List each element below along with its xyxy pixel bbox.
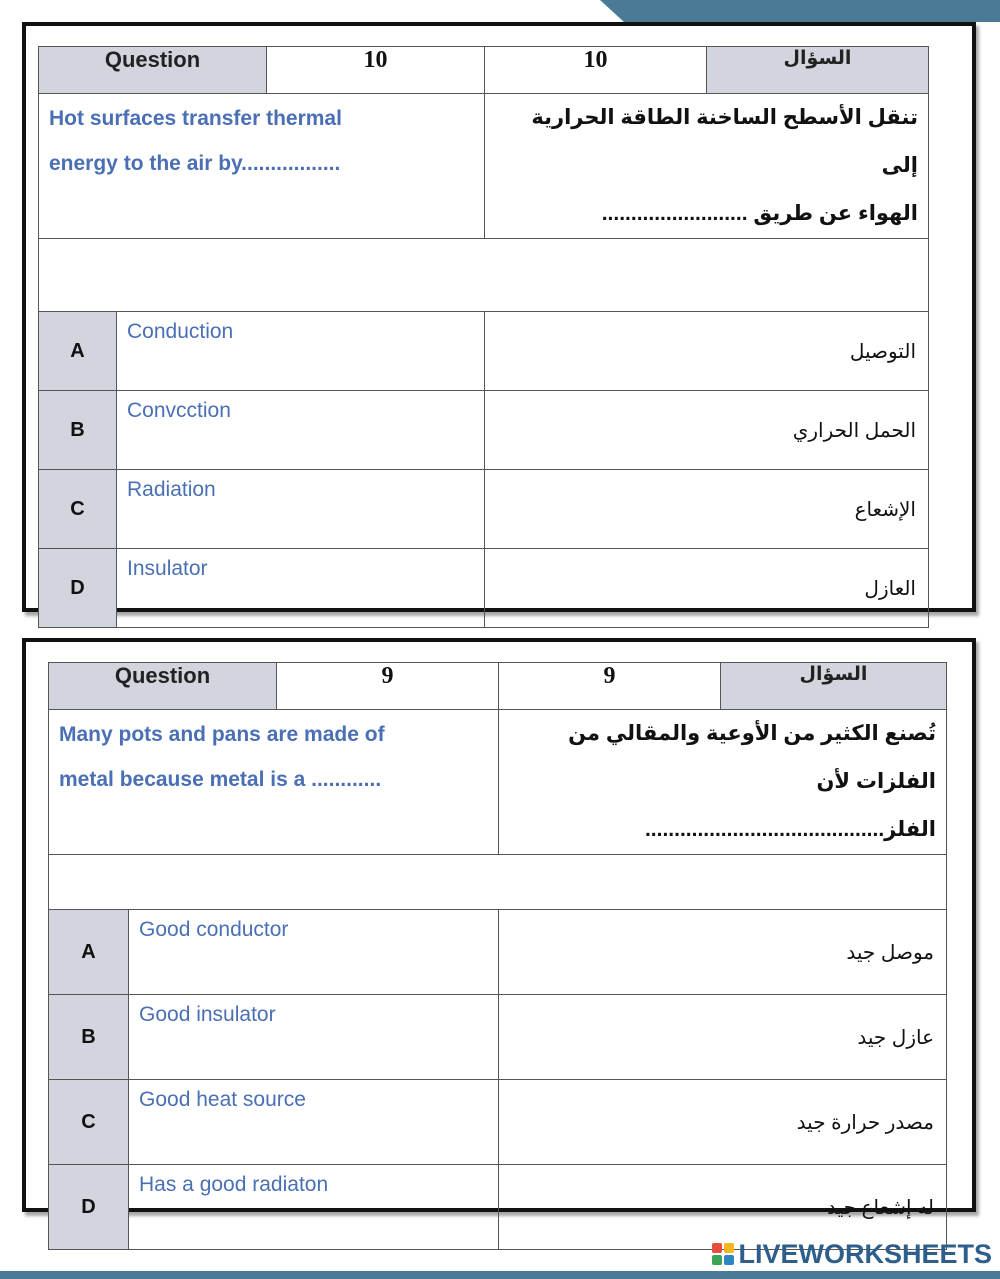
option-text-en[interactable]: Conduction xyxy=(117,312,485,391)
liveworksheets-logo xyxy=(712,1239,992,1269)
option-row-d[interactable] xyxy=(49,1165,947,1250)
question-prompt-row xyxy=(49,710,947,855)
option-row-c[interactable] xyxy=(49,1080,947,1165)
question-prompt-ar xyxy=(485,94,929,239)
question-header-row xyxy=(49,663,947,710)
question-blank-row xyxy=(49,855,947,910)
option-letter: A xyxy=(49,910,129,995)
question-label-ar: السؤال xyxy=(707,47,929,94)
option-text-ar[interactable]: التوصيل xyxy=(485,312,929,391)
option-text-ar[interactable]: عازل جيد xyxy=(499,995,947,1080)
question-prompt-ar xyxy=(499,710,947,855)
question-prompt-en xyxy=(49,710,499,855)
option-text-en[interactable]: Convcction xyxy=(117,391,485,470)
corner-accent-decoration xyxy=(600,0,1000,22)
question-blank-row xyxy=(39,239,929,312)
prompt-en-line: Many pots and pans are made of xyxy=(59,723,385,746)
question-card-10 xyxy=(22,22,976,612)
question-label-en: Question xyxy=(39,47,267,94)
logo-text: LIVEWORKSHEETS xyxy=(738,1238,992,1269)
question-number-en: 9 xyxy=(277,663,499,710)
option-row-c[interactable] xyxy=(39,470,929,549)
question-label-ar: السؤال xyxy=(721,663,947,710)
option-text-en[interactable]: Has a good radiaton xyxy=(129,1165,499,1250)
question-number-en: 10 xyxy=(267,47,485,94)
question-prompt-en xyxy=(39,94,485,239)
question-table xyxy=(38,46,929,628)
option-letter: B xyxy=(39,391,117,470)
prompt-en-line: metal because metal is a ............ xyxy=(59,768,382,791)
option-letter: C xyxy=(49,1080,129,1165)
prompt-ar-line: الفلز......................................... xyxy=(644,818,936,841)
question-prompt-row xyxy=(39,94,929,239)
option-row-a[interactable] xyxy=(49,910,947,995)
option-letter: A xyxy=(39,312,117,391)
question-header-row xyxy=(39,47,929,94)
question-label-en: Question xyxy=(49,663,277,710)
option-row-b[interactable] xyxy=(49,995,947,1080)
option-text-en[interactable]: Insulator xyxy=(117,549,485,628)
option-letter: B xyxy=(49,995,129,1080)
option-text-en[interactable]: Good heat source xyxy=(129,1080,499,1165)
option-letter: C xyxy=(39,470,117,549)
prompt-ar-line: الهواء عن طريق ......................... xyxy=(601,202,918,225)
option-letter: D xyxy=(49,1165,129,1250)
prompt-ar-line: تُصنع الكثير من الأوعية والمقالي من الفلزات لأن xyxy=(568,722,936,793)
option-text-ar[interactable]: الإشعاع xyxy=(485,470,929,549)
option-text-ar[interactable]: موصل جيد xyxy=(499,910,947,995)
option-text-ar[interactable]: العازل xyxy=(485,549,929,628)
prompt-ar-line: تنقل الأسطح الساخنة الطاقة الحرارية إلى xyxy=(531,106,918,177)
option-row-b[interactable] xyxy=(39,391,929,470)
option-row-a[interactable] xyxy=(39,312,929,391)
question-table xyxy=(48,662,947,1250)
option-text-ar[interactable]: مصدر حرارة جيد xyxy=(499,1080,947,1165)
bottom-accent-bar xyxy=(0,1271,1000,1279)
prompt-en-line: energy to the air by................. xyxy=(49,152,341,175)
option-text-ar[interactable]: له إشعاع جيد xyxy=(499,1165,947,1250)
option-letter: D xyxy=(39,549,117,628)
option-row-d[interactable] xyxy=(39,549,929,628)
option-text-en[interactable]: Good conductor xyxy=(129,910,499,995)
option-text-ar[interactable]: الحمل الحراري xyxy=(485,391,929,470)
prompt-en-line: Hot surfaces transfer thermal xyxy=(49,107,342,130)
question-card-9 xyxy=(22,638,976,1219)
logo-grid-icon xyxy=(712,1243,734,1265)
question-number-ar: 10 xyxy=(485,47,707,94)
option-text-en[interactable]: Radiation xyxy=(117,470,485,549)
question-number-ar: 9 xyxy=(499,663,721,710)
option-text-en[interactable]: Good insulator xyxy=(129,995,499,1080)
